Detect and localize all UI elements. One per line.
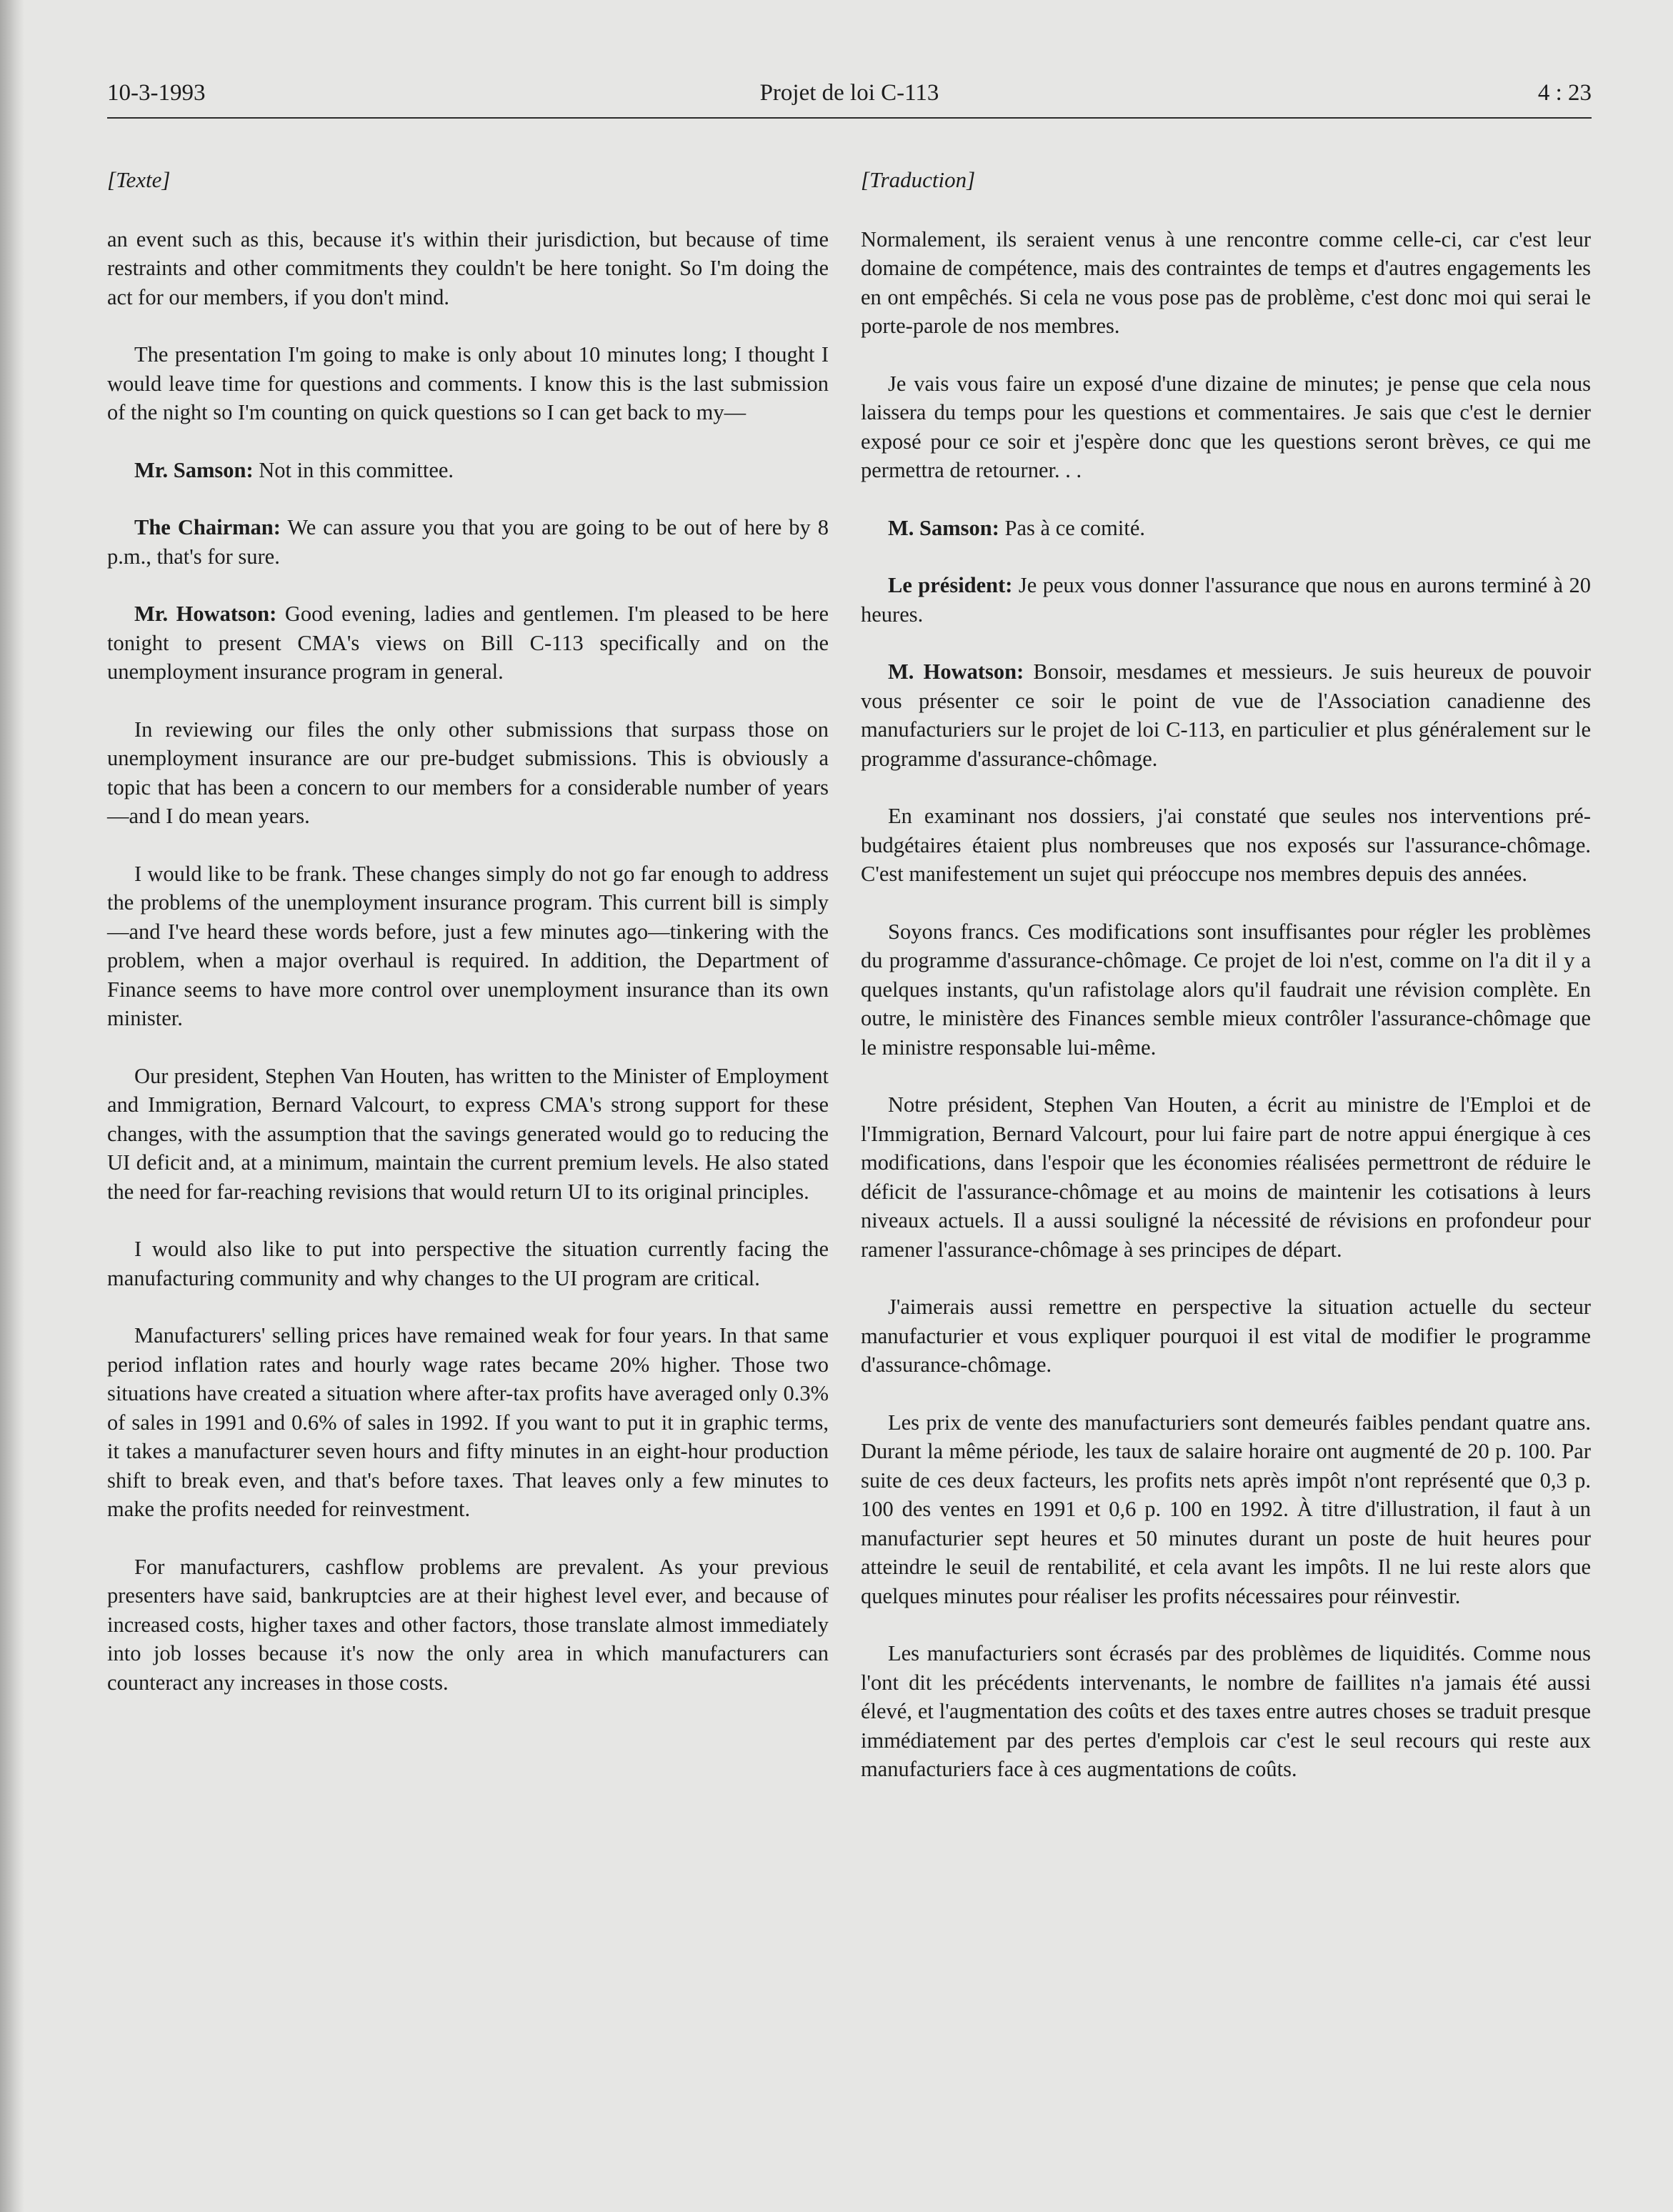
french-paragraph	[861, 1408, 1591, 1611]
paragraph-text: The presentation I'm going to make is only about 10 minutes long; I thought I would leave time for questions and comments. I know this is the last submission of the night so I'm counting on quick questions so I can get back to my—	[107, 342, 829, 424]
french-paragraph	[861, 802, 1591, 889]
speaker-name: Mr. Howatson:	[134, 602, 277, 626]
scan-edge-shadow	[0, 0, 24, 2212]
french-paragraph	[861, 1090, 1591, 1264]
french-paragraph	[861, 571, 1591, 629]
header-title: Projet de loi C-113	[759, 80, 939, 106]
paragraph-text: I would like to be frank. These changes simply do not go far enough to address the problems of the unemployment insurance program. This current bill is simply—and I've heard these words before, just a few minutes ago—tinkering with the problem, when a major overhaul is required. In addition, the Department of Finance seems to have more control over unemployment insurance than its own minister.	[107, 861, 829, 1030]
speaker-name: The Chairman:	[134, 515, 281, 539]
page-header	[107, 80, 1592, 121]
speaker-name: Le président:	[888, 573, 1013, 597]
paragraph-text: J'aimerais aussi remettre en perspective la situation actuelle du secteur manufacturier et vous expliquer pourquoi il est vital de modifier le programme d'assurance-chômage.	[861, 1295, 1591, 1377]
paragraph-text: Les prix de vente des manufacturiers sont demeurés faibles pendant quatre ans. Durant la même période, les taux de salaire horaire ont augmenté de 20 p. 100. Par suite de ces deux facteurs, les profits nets après impôt n'ont représenté que 0,3 p. 100 des ventes en 1991 et 0,6 p. 100 en 1992. À titre d'illustration, il faut à un manufacturier sept heures et 50 minutes durant un poste de huit heures pour atteindre le seuil de rentabilité, et cela avant les impôts. Il ne lui reste alors que quelques minutes pour réaliser les profits nécessaires pour réinvestir.	[861, 1410, 1591, 1608]
paragraph-text: Soyons francs. Ces modifications sont insuffisantes pour régler les problèmes du programme d'assurance-chômage. Ce projet de loi n'est, comme on l'a dit il y a quelques instants, qu'un rafistolage alors qu'il faudrait une révision complète. En outre, le ministère des Finances semble mieux contrôler l'assurance-chômage que le ministre responsable lui-même.	[861, 919, 1591, 1060]
paragraph-text: an event such as this, because it's within their jurisdiction, but because of time restraints and other commitments they couldn't be here tonight. So I'm doing the act for our members, if you don't mind.	[107, 226, 829, 309]
english-paragraph	[107, 513, 829, 571]
header-date: 10-3-1993	[107, 80, 206, 106]
paragraph-text: We can assure you that you are going to be out of here by 8 p.m., that's for sure.	[107, 515, 829, 569]
paragraph-text: Je vais vous faire un exposé d'une dizaine de minutes; je pense que cela nous laissera du temps pour les questions et commentaires. Je sais que c'est le dernier exposé pour ce soir et j'espère donc que les questions seront brèves, ce qui me permettra de retourner. . .	[861, 371, 1591, 482]
paragraph-text: I would also like to put into perspective the situation currently facing the manufacturing community and why changes to the UI program are critical.	[107, 1237, 829, 1290]
header-page-number: 4 : 23	[1537, 80, 1592, 106]
english-paragraph	[107, 1321, 829, 1524]
french-paragraph	[861, 225, 1591, 341]
paragraph-text: Les manufacturiers sont écrasés par des problèmes de liquidités. Comme nous l'ont dit les précédents intervenants, le nombre de faillites n'a jamais été aussi élevé, et l'augmentation des coûts et des taxes entre autres choses se traduit presque immédiatement par des pertes d'emplois car c'est le seul recours qui reste aux manufacturiers face à ces augmentations de coûts.	[861, 1641, 1591, 1781]
english-paragraph	[107, 1553, 829, 1698]
english-paragraph	[107, 340, 829, 427]
french-paragraph	[861, 657, 1591, 773]
paragraph-text: Not in this committee.	[259, 457, 454, 482]
english-column-label: [Texte]	[107, 167, 171, 192]
english-paragraph	[107, 225, 829, 312]
french-paragraph	[861, 917, 1591, 1062]
paragraph-text: In reviewing our files the only other submissions that surpass those on unemployment insurance are our pre-budget submissions. This is obviously a topic that has been a concern to our members for a considerable number of years—and I do mean years.	[107, 717, 829, 828]
header-rule	[107, 117, 1592, 119]
english-paragraph	[107, 715, 829, 831]
speaker-name: Mr. Samson:	[134, 457, 254, 482]
paragraph-text: Good evening, ladies and gentlemen. I'm pleased to be here tonight to present CMA's views on Bill C-113 specifically and on the unemployment insurance program in general.	[107, 602, 829, 684]
english-paragraph	[107, 1062, 829, 1207]
english-paragraph	[107, 1235, 829, 1292]
french-column-label: [Traduction]	[861, 167, 976, 192]
paragraph-text: For manufacturers, cashflow problems are prevalent. As your previous presenters have said, bankruptcies are at their highest level ever, and because of increased costs, higher taxes and other factors, those translate almost immediately into job losses because it's now the only area in which manufacturers can counteract any increases in those costs.	[107, 1554, 829, 1695]
paragraph-text: Normalement, ils seraient venus à une rencontre comme celle-ci, car c'est leur domaine de compétence, mais des contraintes de temps et d'autres engagements les en ont empêchés. Si cela ne vous pose pas de problème, c'est donc moi qui serai le porte-parole de nos membres.	[861, 226, 1591, 338]
french-paragraph	[861, 369, 1591, 485]
paragraph-text: En examinant nos dossiers, j'ai constaté que seules nos interventions pré-budgétaires étaient plus nombreuses que nos exposés sur l'assurance-chômage. C'est manifestement un sujet qui préoccupe nos membres depuis des années.	[861, 804, 1591, 886]
paragraph-text: Bonsoir, mesdames et messieurs. Je suis heureux de pouvoir vous présenter ce soir le point de vue de l'Association canadienne des manufacturiers sur le projet de loi C-113, en particulier et plus généralement sur le programme d'assurance-chômage.	[861, 659, 1591, 771]
english-paragraph	[107, 860, 829, 1033]
french-paragraph	[861, 1639, 1591, 1784]
english-column	[107, 166, 829, 1725]
english-paragraph	[107, 599, 829, 687]
english-paragraph	[107, 456, 829, 485]
paragraph-text: Pas à ce comité.	[1004, 515, 1146, 540]
french-paragraph	[861, 514, 1591, 543]
french-paragraph	[861, 1292, 1591, 1380]
paragraph-text: Our president, Stephen Van Houten, has written to the Minister of Employment and Immigration, Bernard Valcourt, to express CMA's strong support for these changes, with the assumption that the savings generated would go to reducing the UI deficit and, at a minimum, maintain the current premium levels. He also stated the need for far-reaching revisions that would return UI to its original principles.	[107, 1063, 829, 1204]
speaker-name: M. Samson:	[888, 515, 999, 540]
paragraph-text: Je peux vous donner l'assurance que nous en aurons terminé à 20 heures.	[861, 573, 1591, 627]
paragraph-text: Notre président, Stephen Van Houten, a écrit au ministre de l'Emploi et de l'Immigration, Bernard Valcourt, pour lui faire part de notre appui énergique à ces modifications, dans l'espoir que les économies réalisées permettront de réduire le déficit de l'assurance-chômage et au moins de maintenir les cotisations à leurs niveaux actuels. Il a aussi souligné la nécessité de révisions en profondeur pour ramener l'assurance-chômage à ses principes de départ.	[861, 1092, 1591, 1262]
french-column	[861, 166, 1591, 1813]
paragraph-text: Manufacturers' selling prices have remained weak for four years. In that same period inflation rates and hourly wage rates became 20% higher. Those two situations have created a situation where after-tax profits have averaged only 0.3% of sales in 1991 and 0.6% of sales in 1992. If you want to put it in graphic terms, it takes a manufacturer seven hours and fifty minutes in an eight-hour production shift to break even, and that's before taxes. That leaves only a few minutes to make the profits needed for reinvestment.	[107, 1323, 829, 1521]
speaker-name: M. Howatson:	[888, 659, 1024, 684]
